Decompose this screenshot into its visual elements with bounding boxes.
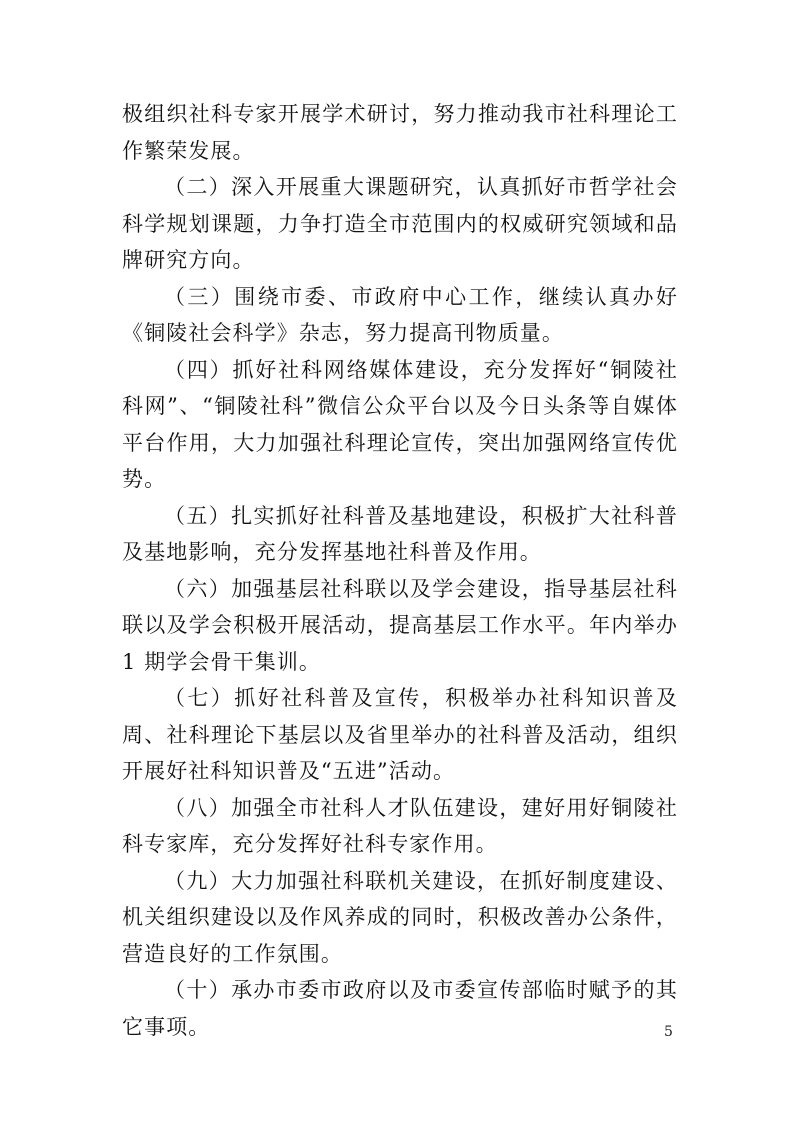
paragraph-item-8: （八）加强全市社科人才队伍建设，建好用好铜陵社科专家库，充分发挥好社科专家作用。 bbox=[122, 795, 678, 856]
page-number: 5 bbox=[664, 1024, 673, 1040]
paragraph-item-10: （十）承办市委市政府以及市委宣传部临时赋予的其它事项。 bbox=[122, 978, 678, 1039]
paragraph-item-7: （七）抓好社科普及宣传，积极举办社科知识普及周、社科理论下基层以及省里举办的社科普及活动，组织开展好社科知识普及“五进”活动。 bbox=[122, 686, 678, 783]
paragraph-item-9: （九）大力加强社科联机关建设，在抓好制度建设、机关组织建设以及作风养成的同时，积极改善办公条件，营造良好的工作氛围。 bbox=[122, 868, 678, 966]
paragraph-item-2: （二）深入开展重大课题研究，认真抓好市哲学社会科学规划课题，力争打造全市范围内的权威研究领域和品牌研究方向。 bbox=[122, 175, 678, 272]
paragraph-item-3: （三）围绕市委、市政府中心工作，继续认真办好《铜陵社会科学》杂志，努力提高刊物质量。 bbox=[122, 284, 678, 345]
paragraph-continuation: 极组织社科专家开展学术研讨，努力推动我市社科理论工作繁荣发展。 bbox=[122, 102, 678, 163]
paragraph-item-6: （六）加强基层社科联以及学会建设，指导基层社科联以及学会积极开展活动，提高基层工作水平。年内举办 1 期学会骨干集训。 bbox=[122, 576, 678, 674]
paragraph-item-4: （四）抓好社科网络媒体建设，充分发挥好“铜陵社科网”、“铜陵社科”微信公众平台以及今日头条等自媒体平台作用，大力加强社科理论宣传，突出加强网络宣传优势。 bbox=[122, 357, 678, 491]
paragraph-item-5: （五）扎实抓好社科普及基地建设，积极扩大社科普及基地影响，充分发挥基地社科普及作用。 bbox=[122, 503, 678, 564]
document-body bbox=[122, 96, 678, 1045]
